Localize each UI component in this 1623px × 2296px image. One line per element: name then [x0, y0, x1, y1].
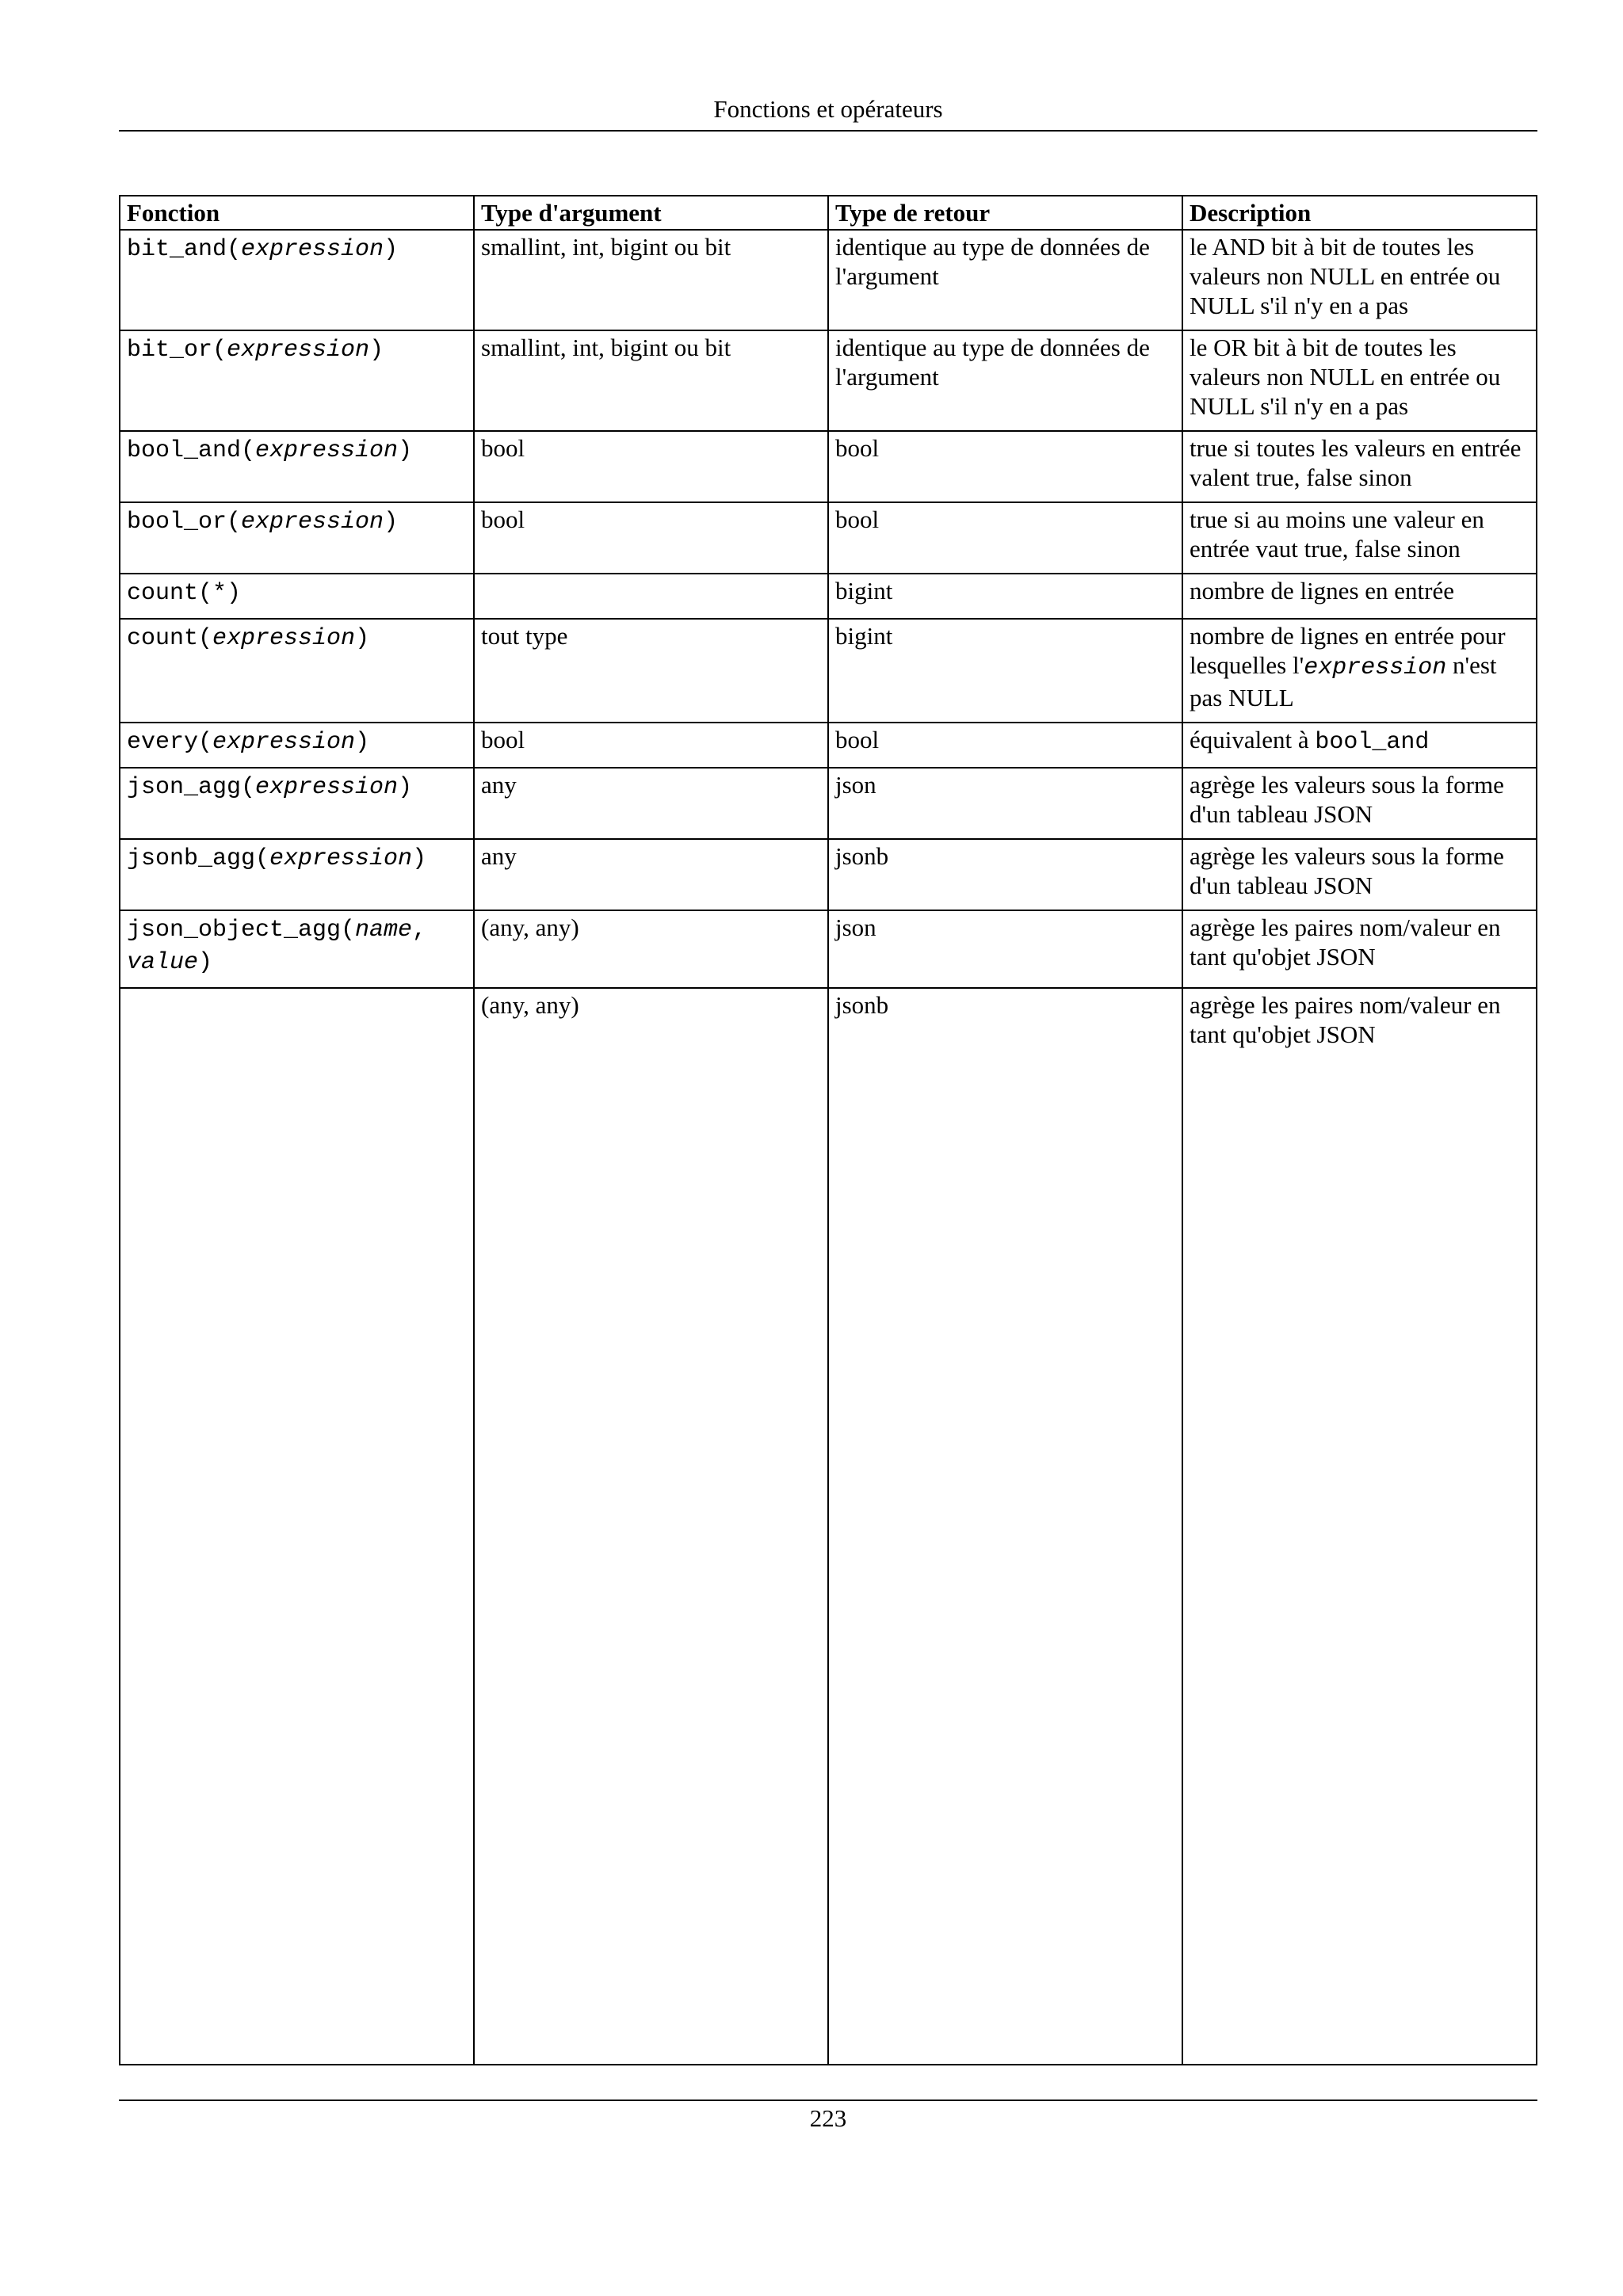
- function-cell: [120, 230, 474, 330]
- table-row: [120, 574, 1537, 619]
- function-cell: [120, 768, 474, 839]
- table-row: [120, 910, 1537, 988]
- description-cell: le AND bit à bit de toutes les valeurs non NULL en entrée ou NULL s'il n'y en a pas: [1182, 230, 1537, 330]
- description-cell: [1182, 619, 1537, 723]
- description-cell: nombre de lignes en entrée: [1182, 574, 1537, 619]
- function-argument: expression: [255, 437, 399, 464]
- argument-type-cell: (any, any): [474, 988, 828, 2065]
- function-close: ): [198, 949, 213, 976]
- function-name: jsonb_agg(: [127, 845, 270, 872]
- function-argument: expression: [212, 729, 356, 756]
- return-type-cell: identique au type de données de l'argument: [828, 230, 1182, 330]
- function-argument: expression: [255, 774, 399, 801]
- page-header: [119, 93, 1537, 132]
- column-header-argument-type: Type d'argument: [474, 196, 828, 230]
- description-cell: agrège les valeurs sous la forme d'un tableau JSON: [1182, 839, 1537, 910]
- function-separator: ,: [412, 917, 427, 944]
- description-text: n'est pas NULL: [1190, 651, 1497, 711]
- return-type-cell: bigint: [828, 619, 1182, 723]
- table-row: [120, 723, 1537, 768]
- function-cell: [120, 910, 474, 988]
- description-text: nombre de lignes en entrée pour lesquelles l': [1190, 622, 1506, 679]
- return-type-cell: bool: [828, 431, 1182, 502]
- function-close: ): [398, 774, 413, 801]
- argument-type-cell: any: [474, 768, 828, 839]
- function-argument: expression: [269, 845, 413, 872]
- function-cell: [120, 723, 474, 768]
- description-cell: agrège les valeurs sous la forme d'un tableau JSON: [1182, 768, 1537, 839]
- table-row: [120, 839, 1537, 910]
- function-argument: expression: [227, 337, 370, 364]
- table-row: [120, 988, 1537, 2065]
- description-code: expression: [1304, 654, 1447, 681]
- argument-type-cell: smallint, int, bigint ou bit: [474, 230, 828, 330]
- page-header-title: Fonctions et opérateurs: [713, 95, 943, 123]
- function-cell: [120, 431, 474, 502]
- function-name: bit_and(: [127, 236, 242, 263]
- table-row: [120, 619, 1537, 723]
- function-name: json_object_agg(: [127, 917, 356, 944]
- function-name: bit_or(: [127, 337, 227, 364]
- function-close: ): [355, 729, 370, 756]
- function-close: ): [369, 337, 384, 364]
- return-type-cell: jsonb: [828, 988, 1182, 2065]
- return-type-cell: bigint: [828, 574, 1182, 619]
- description-cell: true si au moins une valeur en entrée vaut true, false sinon: [1182, 502, 1537, 574]
- function-cell: [120, 988, 474, 2065]
- table-row: [120, 768, 1537, 839]
- column-header-description: Description: [1182, 196, 1537, 230]
- table-row: [120, 431, 1537, 502]
- argument-type-cell: any: [474, 839, 828, 910]
- function-name: count(*): [127, 580, 242, 607]
- function-cell: [120, 330, 474, 431]
- function-argument: value: [127, 949, 199, 976]
- return-type-cell: jsonb: [828, 839, 1182, 910]
- argument-type-cell: smallint, int, bigint ou bit: [474, 330, 828, 431]
- function-argument: expression: [241, 236, 384, 263]
- argument-type-cell: [474, 574, 828, 619]
- description-cell: [1182, 723, 1537, 768]
- column-header-return-type: Type de retour: [828, 196, 1182, 230]
- argument-type-cell: bool: [474, 431, 828, 502]
- function-close: ): [412, 845, 427, 872]
- description-cell: agrège les paires nom/valeur en tant qu'objet JSON: [1182, 910, 1537, 988]
- return-type-cell: identique au type de données de l'argument: [828, 330, 1182, 431]
- function-argument: name: [355, 917, 413, 944]
- function-argument: expression: [212, 625, 356, 652]
- table-row: [120, 330, 1537, 431]
- return-type-cell: json: [828, 910, 1182, 988]
- function-cell: [120, 839, 474, 910]
- table-header-row: [120, 196, 1537, 230]
- return-type-cell: bool: [828, 723, 1182, 768]
- argument-type-cell: bool: [474, 502, 828, 574]
- table-row: [120, 502, 1537, 574]
- function-name: every(: [127, 729, 213, 756]
- function-close: ): [384, 236, 399, 263]
- column-header-function: Fonction: [120, 196, 474, 230]
- function-cell: [120, 574, 474, 619]
- description-cell: true si toutes les valeurs en entrée valent true, false sinon: [1182, 431, 1537, 502]
- function-close: ): [398, 437, 413, 464]
- function-name: bool_and(: [127, 437, 256, 464]
- function-name: count(: [127, 625, 213, 652]
- table-row: [120, 230, 1537, 330]
- argument-type-cell: tout type: [474, 619, 828, 723]
- function-close: ): [384, 509, 399, 536]
- table-header: [120, 196, 1537, 230]
- argument-type-cell: (any, any): [474, 910, 828, 988]
- function-close: ): [355, 625, 370, 652]
- function-cell: [120, 619, 474, 723]
- aggregate-functions-table: [119, 195, 1537, 2065]
- description-cell: le OR bit à bit de toutes les valeurs non NULL en entrée ou NULL s'il n'y en a pas: [1182, 330, 1537, 431]
- page-number: 223: [809, 2104, 847, 2132]
- description-cell: agrège les paires nom/valeur en tant qu'objet JSON: [1182, 988, 1537, 2065]
- argument-type-cell: bool: [474, 723, 828, 768]
- return-type-cell: json: [828, 768, 1182, 839]
- return-type-cell: bool: [828, 502, 1182, 574]
- description-code: bool_and: [1315, 729, 1430, 756]
- function-name: bool_or(: [127, 509, 242, 536]
- function-cell: [120, 502, 474, 574]
- function-name: json_agg(: [127, 774, 256, 801]
- description-text: équivalent à: [1190, 726, 1316, 753]
- function-argument: expression: [241, 509, 384, 536]
- page-footer: [119, 2100, 1537, 2134]
